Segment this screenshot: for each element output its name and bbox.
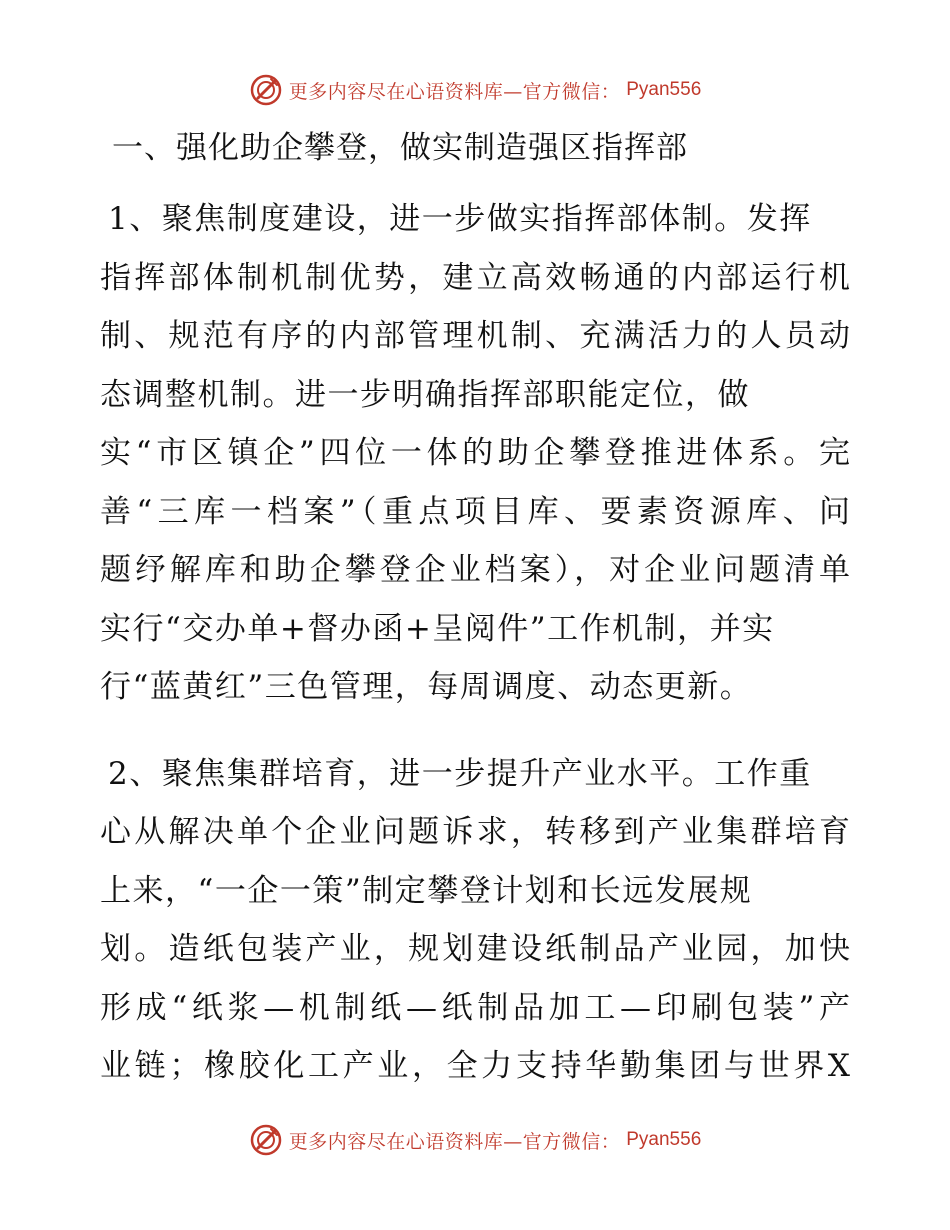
text-line: 善“三库一档案”（重点项目库、要素资源库、问 [100,493,850,530]
footer-watermark [0,1120,950,1160]
text-line: 实行“交办单+督办函+呈阅件”工作机制，并实 [100,610,775,647]
header-watermark [0,70,950,110]
text-line: 业链；橡胶化工产业，全力支持华勤集团与世界X [100,1048,850,1084]
text-line: 题纾解库和助企攀登企业档案），对企业问题清单 [100,552,850,588]
text-line: 制、规范有序的内部管理机制、充满活力的人员动 [100,318,850,354]
watermark-text: 更多内容尽在心语资料库—官方微信： [288,1130,621,1153]
text-line: 1、聚焦制度建设，进一步做实指挥部体制。发挥 [108,201,812,237]
watermark-wechat-id: Pyan556 [626,1129,702,1150]
text-line: 实“市区镇企”四位一体的助企攀登推进体系。完 [100,435,850,471]
paragraph-2 [100,745,850,1096]
watermark-text: 更多内容尽在心语资料库—官方微信： [288,80,621,103]
watermark-logo-icon [249,73,283,107]
text-line: 指挥部体制机制优势，建立高效畅通的内部运行机 [100,259,850,296]
text-line: 行“蓝黄红”三色管理，每周调度、动态更新。 [100,669,753,705]
watermark-wechat-id: Pyan556 [626,79,702,100]
document-body [100,190,850,1096]
section-heading: 一、强化助企攀登，做实制造强区指挥部 [112,130,688,166]
watermark-logo-icon [249,1123,283,1157]
paragraph-1 [100,190,850,717]
text-line: 上来，“一企一策”制定攀登计划和长远发展规 [100,872,753,909]
text-line: 2、聚焦集群培育，进一步提升产业水平。工作重 [108,755,812,792]
text-line: 划。造纸包装产业，规划建设纸制品产业园，加快 [100,931,850,967]
text-line: 态调整机制。进一步明确指挥部职能定位，做 [100,376,750,413]
text-line: 形成“纸浆—机制纸—纸制品加工—印刷包装”产 [100,989,850,1026]
text-line: 心从解决单个企业问题诉求，转移到产业集群培育 [100,814,850,850]
